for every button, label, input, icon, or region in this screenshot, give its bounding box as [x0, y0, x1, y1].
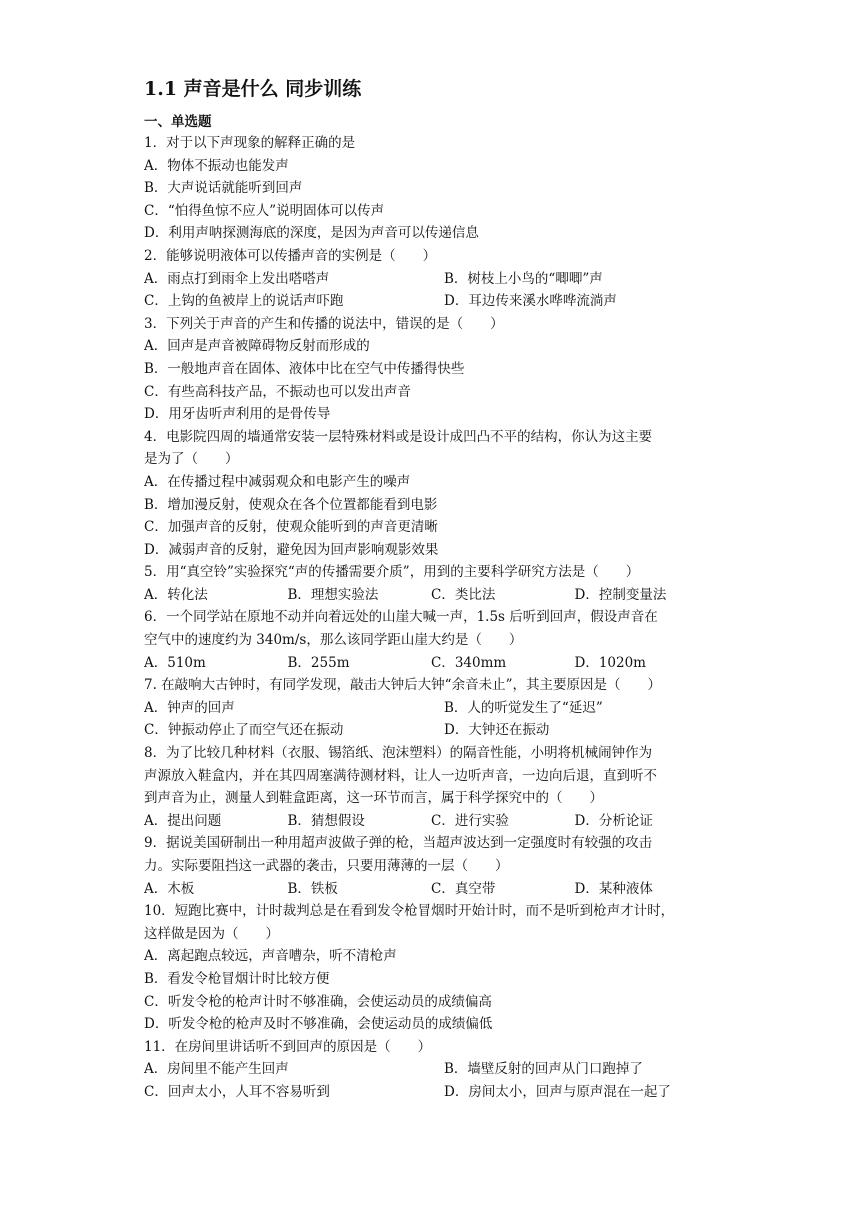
- answer-option: A．转化法: [144, 586, 208, 603]
- answer-option: A．离起跑点较远，声音嘈杂，听不清枪声: [144, 948, 397, 965]
- option-row: [144, 516, 718, 539]
- question-8: [144, 742, 718, 832]
- question-stem-text: 6．一个同学站在原地不动并向着远处的山崖大喊一声，1.5s 后听到回声，假设声音在: [144, 609, 658, 626]
- answer-option: D．减弱声音的反射，避免因为回声影响观影效果: [144, 541, 439, 558]
- answer-option: A．房间里不能产生回声: [144, 1061, 289, 1078]
- option-row: [144, 268, 718, 291]
- question-stem-text: 9．据说美国研制出一种用超声波做子弹的枪，当超声波达到一定强度时有较强的攻击: [144, 835, 653, 852]
- option-row: [144, 335, 718, 358]
- question-stem-line: [144, 132, 718, 155]
- option-row: [144, 177, 718, 200]
- answer-option: A．提出问题: [144, 812, 222, 829]
- answer-option: D．分析论证: [574, 812, 653, 829]
- question-stem-line: [144, 426, 718, 449]
- option-row: [144, 222, 718, 245]
- answer-option: C．上钩的鱼被岸上的说话声吓跑: [144, 293, 344, 310]
- option-row: [144, 878, 718, 901]
- answer-option: C．回声太小，人耳不容易听到: [144, 1083, 330, 1100]
- question-stem-line: [144, 313, 718, 336]
- answer-option: C．“怕得鱼惊不应人”说明固体可以传声: [144, 202, 385, 219]
- question-stem-text: 10．短跑比赛中，计时裁判总是在看到发令枪冒烟时开始计时，而不是听到枪声才计时，: [144, 903, 675, 920]
- option-row: [144, 471, 718, 494]
- question-2: [144, 245, 718, 313]
- option-row: [144, 1058, 718, 1081]
- question-7: [144, 674, 718, 742]
- question-stem-line: [144, 923, 718, 946]
- answer-option: A．木板: [144, 880, 195, 897]
- answer-option: B．一般地声音在固体、液体中比在空气中传播得快些: [144, 360, 465, 377]
- option-row: [144, 991, 718, 1014]
- option-row: [144, 1013, 718, 1036]
- question-stem-line: [144, 765, 718, 788]
- answer-option: C．听发令枪的枪声计时不够准确，会使运动员的成绩偏高: [144, 993, 492, 1010]
- answer-option: A．物体不振动也能发声: [144, 157, 289, 174]
- question-11: [144, 1036, 718, 1104]
- question-stem-line: [144, 561, 718, 584]
- question-stem-text: 2．能够说明液体可以传播声音的实例是（ ）: [144, 247, 437, 264]
- question-stem-text: 力。实际要阻挡这一武器的袭击，只要用薄薄的一层（ ）: [144, 858, 509, 874]
- option-row: [144, 539, 718, 562]
- question-stem-text: 4．电影院四周的墙通常安装一层特殊材料或是设计成凹凸不平的结构，你认为这主要: [144, 428, 653, 445]
- question-stem-text: 这样做是因为（ ）: [144, 925, 279, 942]
- answer-option: D．利用声呐探测海底的深度，是因为声音可以传递信息: [144, 225, 479, 242]
- answer-option: C．钟振动停止了而空气还在振动: [144, 722, 344, 739]
- answer-option: D．1020m: [574, 654, 646, 671]
- answer-option: A．雨点打到雨伞上发出嗒嗒声: [144, 270, 330, 287]
- question-stem-line: [144, 1036, 718, 1059]
- option-row: [144, 200, 718, 223]
- option-row: [144, 968, 718, 991]
- answer-option: A．在传播过程中减弱观众和电影产生的噪声: [144, 473, 411, 490]
- document-title: 1.1 声音是什么 同步训练: [144, 78, 362, 100]
- option-row: [144, 697, 718, 720]
- answer-option: A．回声是声音被障碍物反射而形成的: [144, 338, 370, 355]
- option-row: [144, 719, 718, 742]
- option-row: [144, 652, 718, 675]
- question-6: [144, 606, 718, 674]
- option-row: [144, 810, 718, 833]
- option-row: [144, 1081, 718, 1104]
- answer-option: D．某种液体: [574, 880, 653, 897]
- option-row: [144, 584, 718, 607]
- question-5: [144, 561, 718, 606]
- question-1: [144, 132, 718, 245]
- question-stem-text: 3．下列关于声音的产生和传播的说法中，错误的是（ ）: [144, 315, 504, 332]
- answer-option: B．增加漫反射，使观众在各个位置都能看到电影: [144, 496, 438, 513]
- answer-option: D．大钟还在振动: [444, 722, 550, 739]
- question-10: [144, 900, 718, 1036]
- answer-option: C．进行实验: [431, 812, 509, 829]
- answer-option: C．340mm: [431, 654, 507, 671]
- question-stem-line: [144, 629, 718, 652]
- answer-option: B．树枝上小鸟的“唧唧”声: [444, 270, 603, 287]
- question-stem-text: 11．在房间里讲话听不到回声的原因是（ ）: [144, 1038, 432, 1055]
- question-stem-text: 5．用“真空铃”实验探究“声的传播需要介质”，用到的主要科学研究方法是（ ）: [144, 564, 640, 581]
- answer-option: C．有些高科技产品，不振动也可以发出声音: [144, 383, 411, 400]
- answer-option: A．510m: [144, 654, 206, 671]
- answer-option: B．墙壁反射的回声从门口跑掉了: [444, 1061, 643, 1078]
- answer-option: B．铁板: [287, 880, 338, 897]
- answer-option: B．人的听觉发生了“延迟”: [444, 699, 603, 716]
- question-stem-line: [144, 855, 718, 878]
- answer-option: B．猜想假设: [287, 812, 365, 829]
- question-stem-text: 8．为了比较几种材料（衣服、锡箔纸、泡沫塑料）的隔音性能，小明将机械闹钟作为: [144, 745, 653, 762]
- question-stem-line: [144, 787, 718, 810]
- answer-option: B．理想实验法: [287, 586, 379, 603]
- answer-option: B．看发令枪冒烟计时比较方便: [144, 970, 330, 987]
- question-stem-text: 1．对于以下声现象的解释正确的是: [144, 135, 356, 151]
- question-stem-text: 7. 在敲响大古钟时，有同学发现，敲击大钟后大钟“余音未止”，其主要原因是（ ）: [144, 677, 661, 694]
- option-row: [144, 945, 718, 968]
- question-stem-line: [144, 674, 718, 697]
- question-stem-text: 到声音为止，测量人到鞋盒距离，这一环节而言，属于科学探究中的（ ）: [144, 790, 603, 807]
- question-stem-text: 空气中的速度约为 340m/s，那么该同学距山崖大约是（ ）: [144, 632, 523, 649]
- answer-option: B．255m: [287, 654, 350, 671]
- answer-option: D．控制变量法: [574, 586, 667, 603]
- question-stem-line: [144, 606, 718, 629]
- answer-option: D．耳边传来溪水哗哗流淌声: [444, 293, 617, 310]
- question-stem-text: 是为了（ ）: [144, 451, 239, 468]
- option-row: [144, 155, 718, 178]
- question-4: [144, 426, 718, 562]
- question-9: [144, 832, 718, 900]
- question-list: [144, 132, 718, 1104]
- answer-option: C．类比法: [431, 586, 496, 603]
- option-row: [144, 358, 718, 381]
- option-row: [144, 494, 718, 517]
- answer-option: D．房间太小，回声与原声混在一起了: [444, 1083, 671, 1100]
- question-3: [144, 313, 718, 426]
- option-row: [144, 403, 718, 426]
- answer-option: D．用牙齿听声利用的是骨传导: [144, 406, 331, 423]
- question-stem-line: [144, 448, 718, 471]
- answer-option: C．加强声音的反射，使观众能听到的声音更清晰: [144, 519, 438, 536]
- question-stem-line: [144, 245, 718, 268]
- question-stem-line: [144, 832, 718, 855]
- question-stem-line: [144, 742, 718, 765]
- option-row: [144, 290, 718, 313]
- answer-option: B．大声说话就能听到回声: [144, 180, 303, 197]
- answer-option: D．听发令枪的枪声及时不够准确，会使运动员的成绩偏低: [144, 1016, 493, 1033]
- option-row: [144, 381, 718, 404]
- question-stem-line: [144, 900, 718, 923]
- answer-option: A．钟声的回声: [144, 699, 235, 716]
- answer-option: C．真空带: [431, 880, 496, 897]
- section-heading: 一、单选题: [144, 114, 212, 130]
- question-stem-text: 声源放入鞋盒内，并在其四周塞满待测材料，让人一边听声音，一边向后退，直到听不: [144, 767, 657, 784]
